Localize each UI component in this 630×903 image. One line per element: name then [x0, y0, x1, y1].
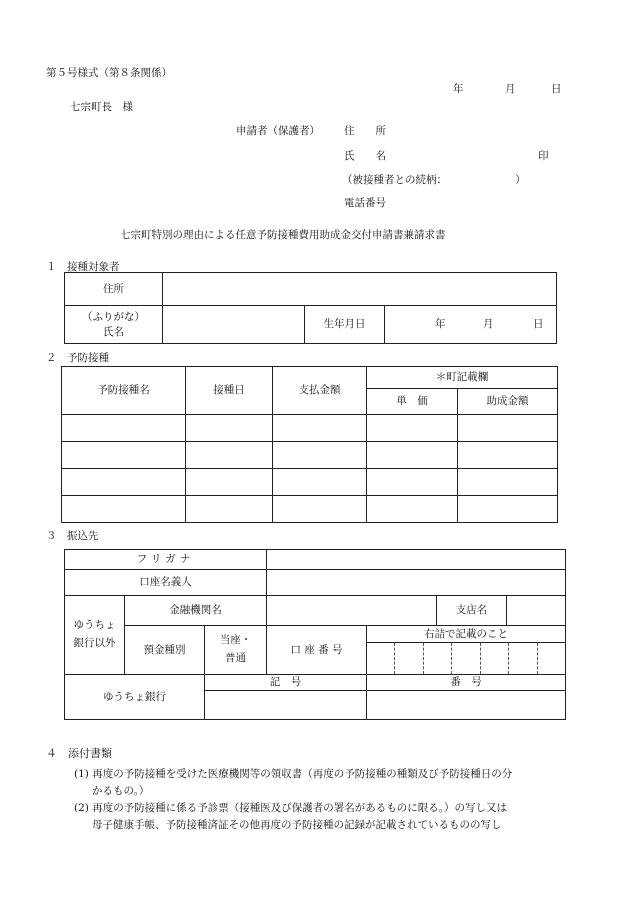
birth-month: 月	[483, 318, 494, 330]
table-row	[62, 469, 558, 496]
table-row	[62, 415, 558, 442]
symbol-label: 記 号	[205, 675, 367, 691]
holder-label: 口座名義人	[65, 570, 267, 596]
bank-name-label: 金融機関名	[125, 596, 267, 626]
yucho-label: ゆうちょ銀行	[65, 675, 205, 720]
furigana-label-cell: フリガナ	[65, 550, 267, 570]
name-label: 氏名	[103, 325, 124, 338]
name-label-cell	[65, 306, 163, 344]
col-paid: 支払金額	[273, 367, 367, 415]
birth-year: 年	[435, 318, 446, 330]
branch-field[interactable]	[507, 596, 566, 626]
document-title: 七宗町特別の理由による任意予防接種費用助成金交付申請書兼請求書	[120, 229, 446, 241]
table-row	[62, 442, 558, 469]
symbol-field[interactable]	[205, 691, 367, 720]
col-grant: 助成金額	[458, 389, 558, 415]
account-number-label: 口 座 番 号	[267, 626, 367, 675]
address-label: 住所	[65, 273, 163, 306]
vaccination-table	[61, 366, 558, 523]
holder-field[interactable]	[267, 570, 566, 596]
bank-table	[64, 549, 566, 720]
birth-day: 日	[533, 318, 544, 330]
attachment-item-1: (1) 再度の予防接種を受けた医療機関等の領収書（再度の予防接種の種類及び予防接種日の分	[74, 768, 513, 780]
attachment-item-2: (2) 再度の予防接種に係る予診票（接種医及び保護者の署名があるものに限る。）の写し又は	[74, 802, 507, 814]
bank-name-field[interactable]	[267, 596, 437, 626]
table-row	[62, 496, 558, 523]
number-field[interactable]	[367, 691, 566, 720]
addressee: 七宗町長 様	[70, 101, 133, 113]
branch-label: 支店名	[437, 596, 507, 626]
attachment-item-1-cont: かるもの。）	[92, 785, 150, 797]
section3-heading: ３ 振込先	[46, 530, 99, 542]
col-date: 接種日	[186, 367, 273, 415]
name-field[interactable]	[163, 306, 305, 344]
account-number-cell	[367, 626, 566, 675]
phone-label: 電話番号	[344, 197, 386, 209]
form-number: 第５号様式（第８条関係）	[46, 67, 172, 79]
number-label: 番 号	[367, 675, 566, 691]
birth-field[interactable]	[385, 306, 557, 344]
non-yucho-label: ゆうちょ銀行以外	[65, 596, 125, 675]
furigana-label: （ふりがな）	[82, 311, 145, 324]
applicant-label: 申請者（保護者）	[236, 125, 320, 137]
section2-heading: ２ 予防接種	[46, 352, 109, 364]
date-day: 日	[551, 83, 562, 95]
section4-heading: ４ 添付書類	[46, 747, 112, 760]
right-align-note: 右詰で記載のこと	[367, 626, 565, 643]
section1-heading: １ 接種対象者	[46, 261, 120, 273]
birth-label: 生年月日	[305, 306, 385, 344]
account-type-value[interactable]: 当座・普通	[205, 626, 267, 675]
applicant-address-label: 住 所	[344, 125, 386, 137]
col-unit-price: 単 価	[367, 389, 458, 415]
address-field[interactable]	[163, 273, 557, 306]
date-year: 年	[453, 83, 464, 95]
seal-mark: 印	[538, 150, 549, 162]
subject-table	[64, 272, 557, 344]
account-number-digits[interactable]	[367, 643, 565, 674]
furigana-field[interactable]	[267, 550, 566, 570]
attachment-item-2-cont: 母子健康手帳、予防接種済証その他再度の予防接種の記録が記載されているものの写し	[92, 819, 502, 831]
account-type-label: 預金種別	[125, 626, 205, 675]
applicant-name-label: 氏 名	[344, 150, 386, 162]
date-month: 月	[505, 83, 516, 95]
relation-field: （被接種者との続柄： ）	[342, 174, 526, 186]
col-vaccine-name: 予防接種名	[62, 367, 186, 415]
col-town: ＊町記載欄	[367, 367, 558, 389]
